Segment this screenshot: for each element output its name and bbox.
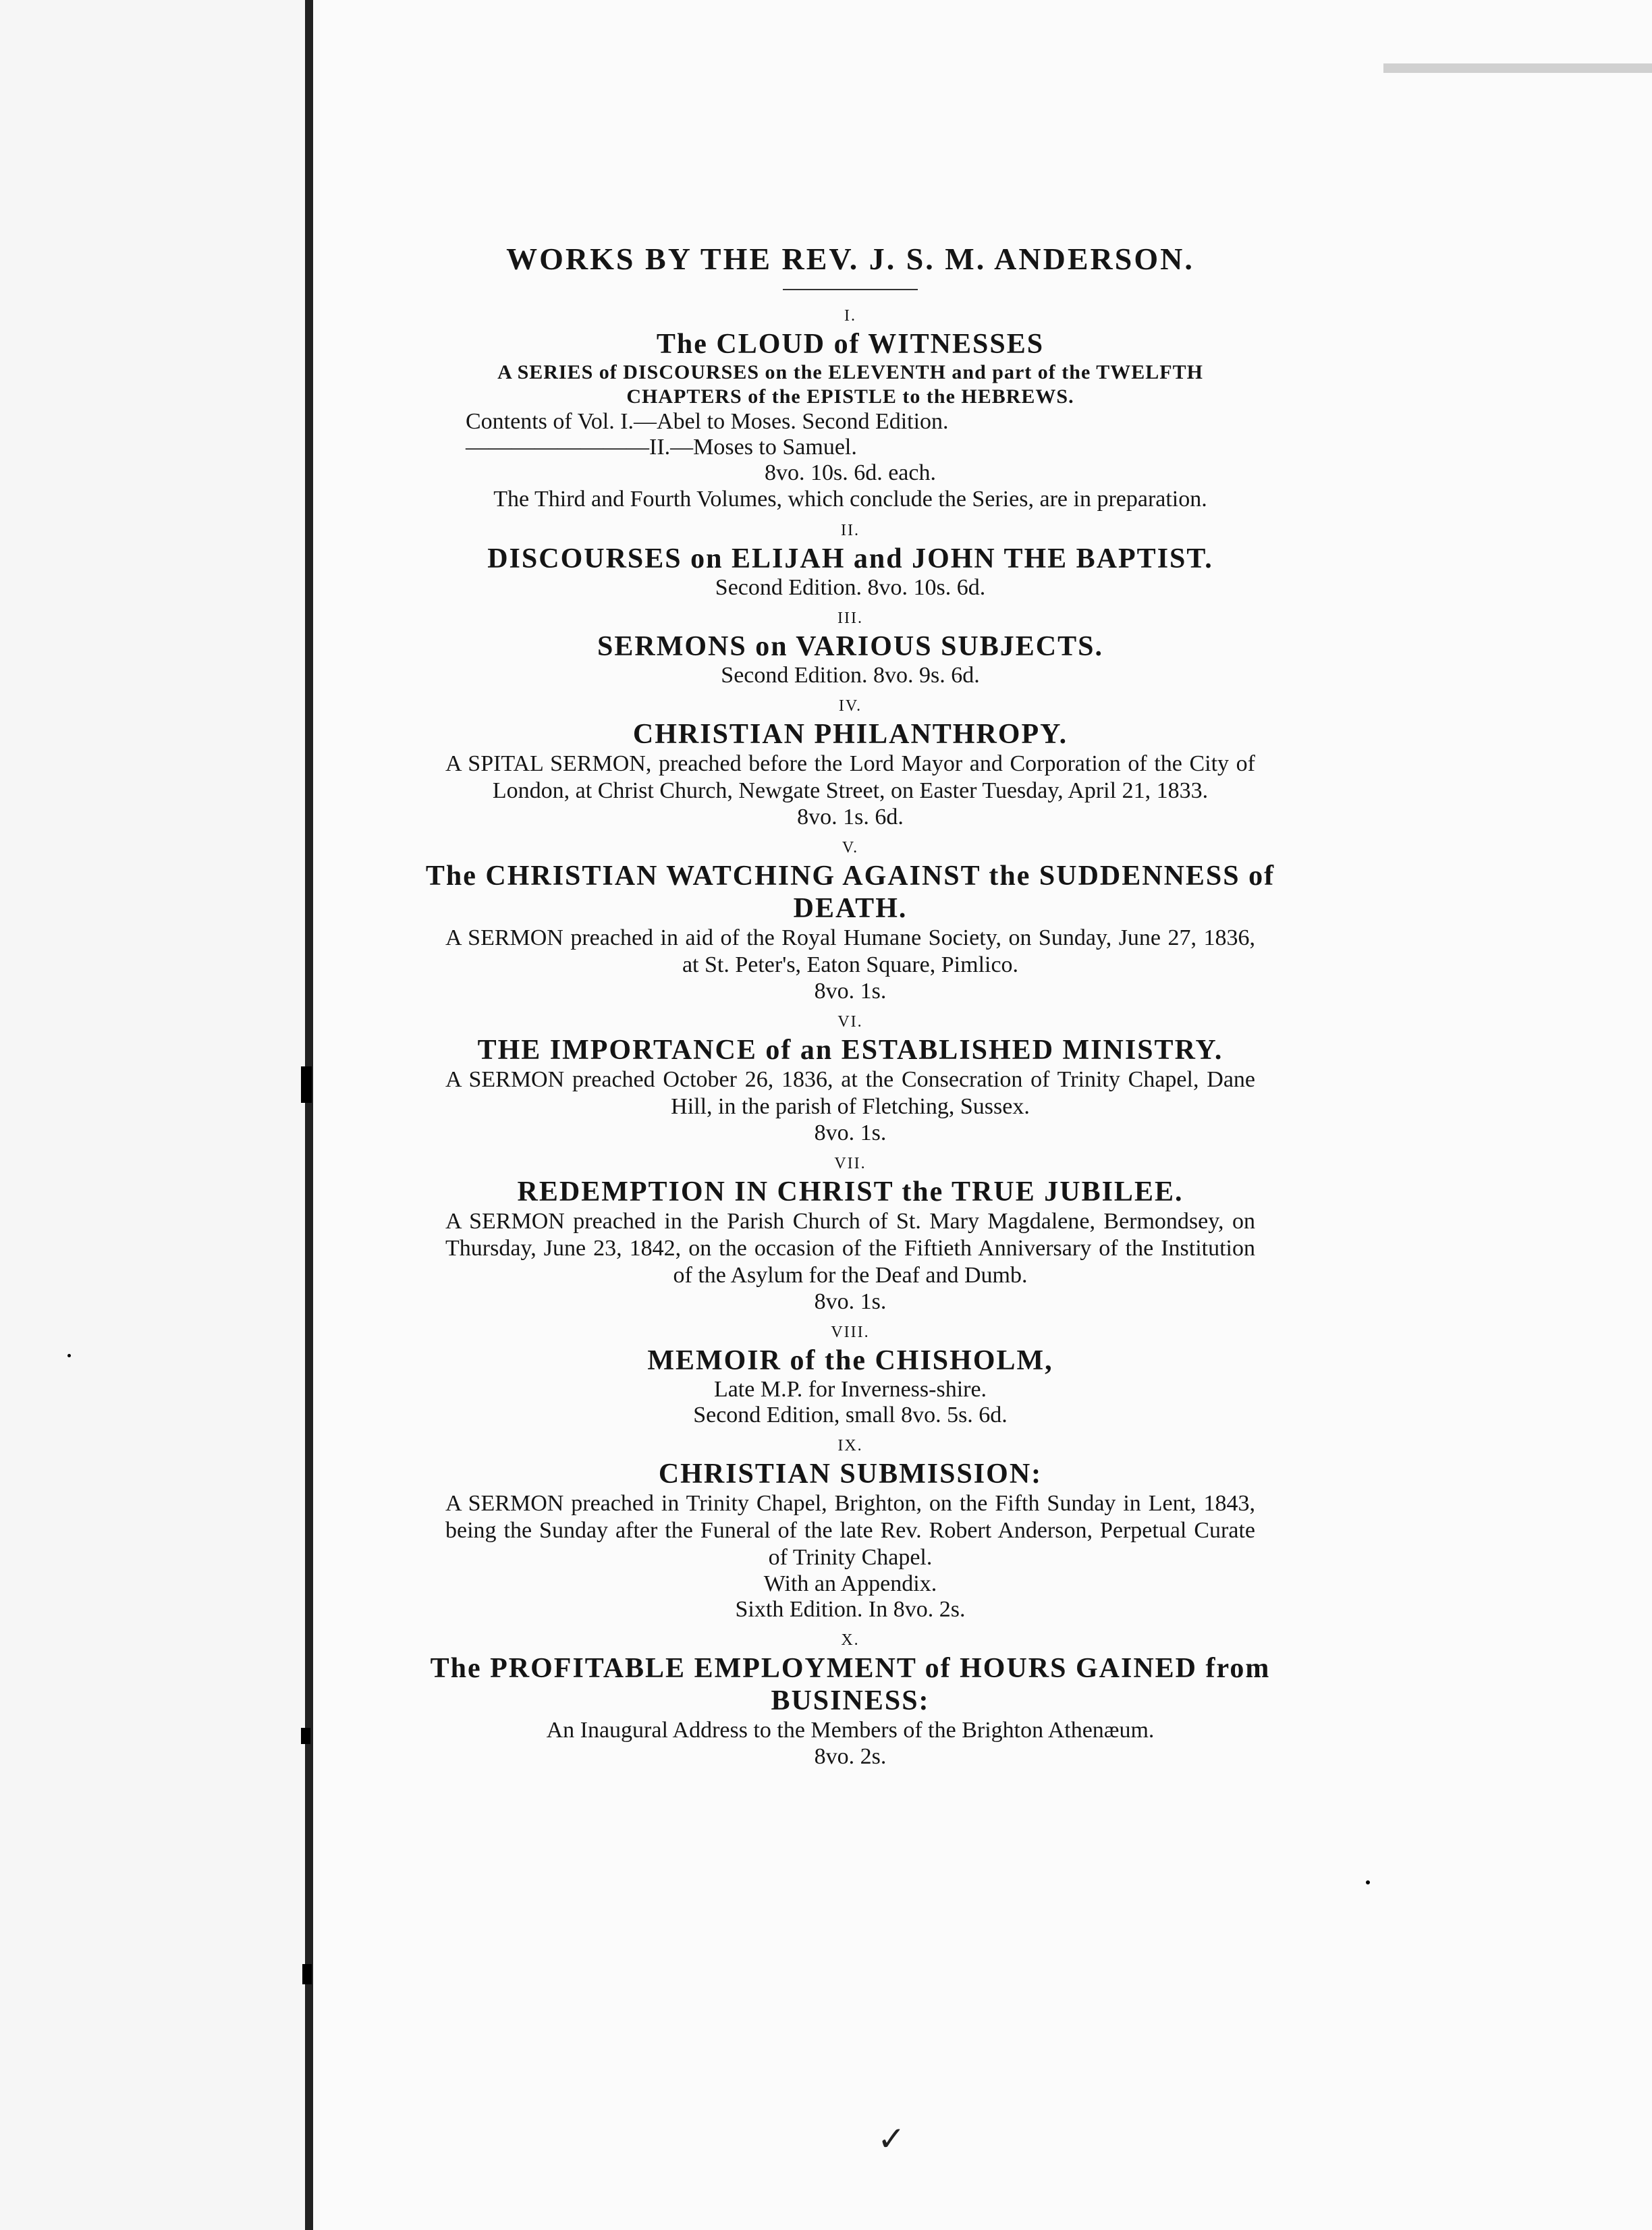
entry-10 — [418, 1628, 1282, 1770]
entry-9 — [418, 1434, 1282, 1623]
entry-price: 8vo. 10s. 6d. each. — [764, 460, 936, 485]
stray-pen-mark: ✓ — [877, 2120, 906, 2158]
book-gutter — [305, 0, 313, 2230]
stray-dot — [1366, 1880, 1370, 1884]
entry-numeral: III. — [837, 609, 863, 627]
entry-contents: Contents of Vol. I.—Abel to Moses. Second Edition. — [466, 409, 949, 434]
entry-note: The Third and Fourth Volumes, which conclude the Series, are in preparation. — [493, 487, 1207, 512]
page-edge-shadow — [1383, 63, 1652, 73]
entry-edition: Second Edition. 8vo. 9s. 6d. — [721, 663, 980, 688]
entry-numeral: I. — [844, 307, 856, 325]
entry-1 — [418, 304, 1282, 513]
entry-title: DISCOURSES on ELIJAH and JOHN THE BAPTIST. — [487, 543, 1213, 574]
entry-subtitle: A SERIES of DISCOURSES on the ELEVENTH and part of the TWELFTH — [497, 361, 1203, 383]
entry-price: 8vo. 1s. 6d. — [797, 805, 904, 830]
entry-title: The PROFITABLE EMPLOYMENT of HOURS GAINED from BUSINESS: — [430, 1653, 1271, 1716]
entry-4 — [418, 694, 1282, 830]
entry-edition: Second Edition. 8vo. 10s. 6d. — [715, 575, 986, 600]
entry-title: CHRISTIAN SUBMISSION: — [658, 1459, 1043, 1490]
entry-numeral: VIII. — [831, 1324, 870, 1341]
left-page-blank — [0, 0, 305, 2230]
entry-description: A SERMON preached in Trinity Chapel, Brighton, on the Fifth Sunday in Lent, 1843, being the Sunday after the Funeral of the late Rev. Robert Anderson, Perpetual Curate of Trinity Chapel. — [445, 1491, 1255, 1570]
entry-description: A SERMON preached October 26, 1836, at the Consecration of Trinity Chapel, Dane Hill, in the parish of Fletching, Sussex. — [445, 1067, 1255, 1119]
catalogue-content — [418, 238, 1282, 1775]
entry-numeral: X. — [841, 1631, 860, 1649]
entry-title: THE IMPORTANCE of an ESTABLISHED MINISTRY. — [477, 1035, 1223, 1066]
entry-2 — [418, 518, 1282, 601]
entry-title: MEMOIR of the CHISHOLM, — [647, 1345, 1053, 1376]
entry-title: REDEMPTION IN CHRIST the TRUE JUBILEE. — [517, 1176, 1184, 1207]
entry-numeral: IX. — [837, 1437, 863, 1454]
entry-title: The CHRISTIAN WATCHING AGAINST the SUDDENNESS of DEATH. — [425, 861, 1275, 924]
entry-edition: Sixth Edition. In 8vo. 2s. — [735, 1597, 966, 1622]
entry-description: An Inaugural Address to the Members of the Brighton Athenæum. — [546, 1718, 1155, 1743]
entry-numeral: II. — [841, 522, 860, 539]
entry-7 — [418, 1151, 1282, 1315]
entry-edition: Second Edition, small 8vo. 5s. 6d. — [693, 1403, 1008, 1427]
page-title: WORKS BY THE REV. J. S. M. ANDERSON. — [506, 242, 1194, 276]
entry-numeral: IV. — [838, 697, 862, 715]
entry-numeral: VII. — [834, 1155, 866, 1172]
entry-description: A SPITAL SERMON, preached before the Lord Mayor and Corporation of the City of London, at Christ Church, Newgate Street, on Easter Tuesday, April 21, 1833. — [445, 751, 1255, 803]
title-rule — [783, 289, 918, 290]
entry-price: 8vo. 1s. — [814, 979, 887, 1004]
entry-8 — [418, 1320, 1282, 1428]
entry-numeral: V. — [842, 839, 859, 856]
entry-numeral: VI. — [837, 1013, 863, 1031]
entry-3 — [418, 606, 1282, 688]
entry-line: Late M.P. for Inverness-shire. — [713, 1377, 987, 1402]
gutter-clip-mark — [302, 1964, 312, 1984]
entry-price: 8vo. 1s. — [814, 1120, 887, 1145]
entry-title: The CLOUD of WITNESSES — [656, 329, 1045, 360]
entry-description: A SERMON preached in the Parish Church of St. Mary Magdalene, Bermondsey, on Thursday, June 23, 1842, on the occasion of the Fiftieth Anniversary of the Institution of the Asylum for the Deaf and Dumb. — [445, 1209, 1255, 1288]
gutter-clip-mark — [301, 1066, 312, 1103]
entry-price: 8vo. 1s. — [814, 1289, 887, 1314]
entry-6 — [418, 1010, 1282, 1146]
entry-contents: ————————II.—Moses to Samuel. — [466, 435, 857, 460]
stray-dot — [67, 1354, 71, 1357]
entry-line: With an Appendix. — [763, 1571, 937, 1596]
entry-description: A SERMON preached in aid of the Royal Humane Society, on Sunday, June 27, 1836, at St. Peter's, Eaton Square, Pimlico. — [445, 925, 1255, 977]
entry-5 — [418, 836, 1282, 1004]
entry-subtitle: CHAPTERS of the EPISTLE to the HEBREWS. — [626, 385, 1074, 408]
entry-price: 8vo. 2s. — [814, 1744, 887, 1769]
entry-title: SERMONS on VARIOUS SUBJECTS. — [597, 631, 1103, 662]
gutter-clip-mark — [301, 1728, 310, 1744]
entry-title: CHRISTIAN PHILANTHROPY. — [632, 719, 1068, 750]
